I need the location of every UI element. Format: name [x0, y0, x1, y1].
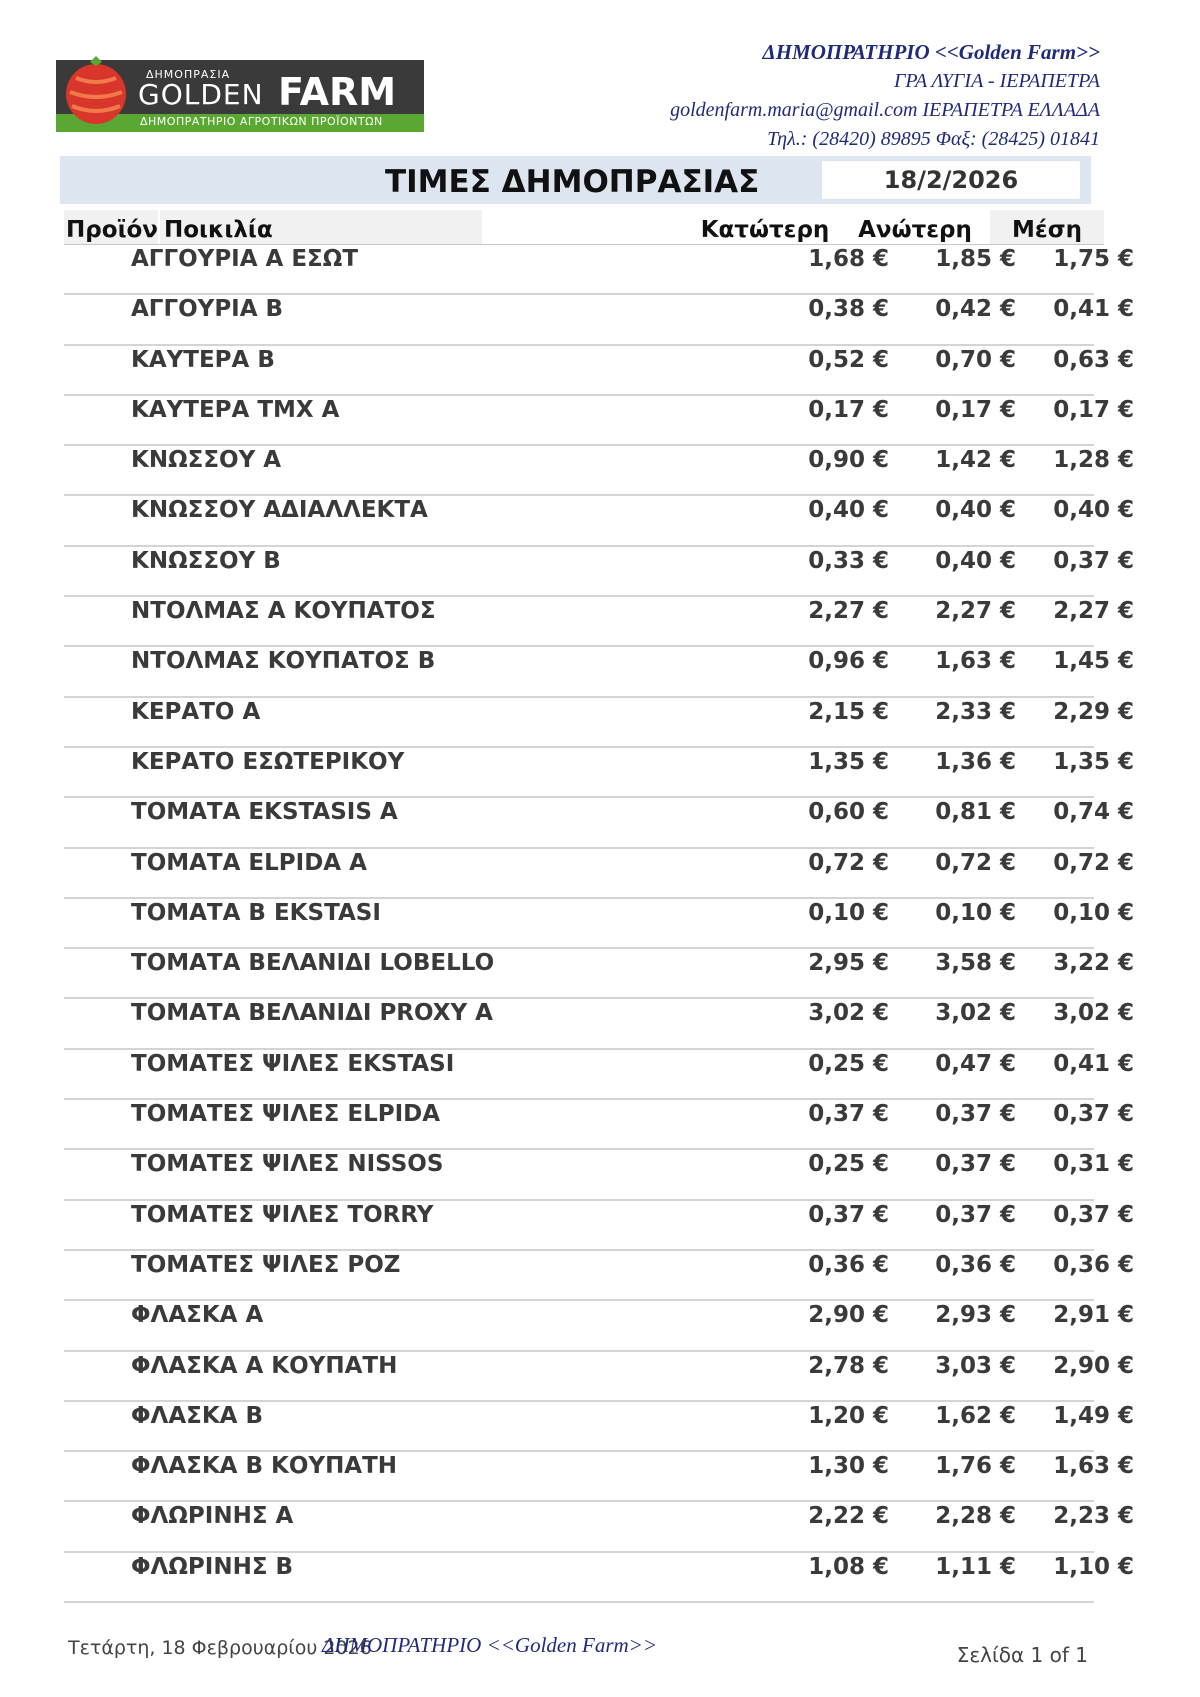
logo-farm-text: FARM — [278, 70, 397, 114]
price-max: 0,37 € — [935, 1151, 1016, 1178]
product-name: ΤΟΜΑΤΑ ELPIDA Α — [131, 849, 367, 876]
product-name: ΦΛΩΡΙΝΗΣ Α — [131, 1503, 294, 1530]
price-avg: 0,41 € — [1053, 296, 1134, 323]
table-row — [64, 396, 1134, 446]
price-max: 1,11 € — [935, 1553, 1016, 1580]
product-name: ΚΝΩΣΣΟΥ Β — [131, 547, 281, 574]
price-min: 0,38 € — [808, 296, 889, 323]
product-name: ΚΝΩΣΣΟΥ ΑΔΙΑΛΛΕΚΤΑ — [131, 497, 428, 524]
logo-small-text: ΔΗΜΟΠΡΑΣΙΑ — [146, 68, 231, 81]
price-min: 0,37 € — [808, 1101, 889, 1128]
price-min: 0,10 € — [808, 899, 889, 926]
price-min: 1,08 € — [808, 1553, 889, 1580]
price-avg: 1,49 € — [1053, 1402, 1134, 1429]
company-name: ΔΗΜΟΠΡΑΤΗΡΙΟ <<Golden Farm>> — [762, 40, 1100, 64]
table-row — [64, 1050, 1134, 1100]
table-row — [64, 1553, 1134, 1603]
price-min: 3,02 € — [808, 1000, 889, 1027]
price-max: 1,85 € — [935, 246, 1016, 272]
price-max: 0,36 € — [935, 1251, 1016, 1278]
table-row — [64, 899, 1134, 949]
table-row — [64, 1502, 1134, 1552]
product-name: ΤΟΜΑΤΕΣ ΨΙΛΕΣ ΡΟΖ — [131, 1251, 401, 1278]
table-row — [64, 547, 1134, 597]
price-min: 2,95 € — [808, 950, 889, 977]
price-max: 0,72 € — [935, 849, 1016, 876]
report-date: 18/2/2026 — [883, 166, 1019, 194]
footer-company-name: ΔΗΜΟΠΡΑΤΗΡΙΟ <<Golden Farm>> — [322, 1633, 658, 1657]
product-name: ΤΟΜΑΤΕΣ ΨΙΛΕΣ NISSOS — [131, 1151, 444, 1178]
product-name: ΤΟΜΑΤΑ ΒΕΛΑΝΙΔΙ LOBELLO — [131, 950, 495, 977]
price-min: 0,25 € — [808, 1050, 889, 1077]
table-row — [64, 346, 1134, 396]
price-min: 0,25 € — [808, 1151, 889, 1178]
price-min: 0,40 € — [808, 497, 889, 524]
price-min: 0,36 € — [808, 1251, 889, 1278]
table-row — [64, 1201, 1134, 1251]
product-name: ΚΝΩΣΣΟΥ Α — [131, 447, 282, 474]
table-row — [64, 1452, 1134, 1502]
logo-subtitle: ΔΗΜΟΠΡΑΤΗΡΙΟ ΑΓΡΟΤΙΚΩΝ ΠΡΟΪΟΝΤΩΝ — [140, 115, 383, 128]
price-max: 3,03 € — [935, 1352, 1016, 1379]
price-avg: 1,28 € — [1053, 447, 1134, 474]
price-avg: 0,10 € — [1053, 899, 1134, 926]
price-max: 0,17 € — [935, 396, 1016, 423]
product-name: ΚΕΡΑΤΟ Α — [131, 698, 261, 725]
price-min: 2,27 € — [808, 598, 889, 625]
price-min: 0,60 € — [808, 799, 889, 826]
table-row — [64, 245, 1134, 295]
table-row — [64, 597, 1134, 647]
price-max: 1,63 € — [935, 648, 1016, 675]
price-min: 2,90 € — [808, 1302, 889, 1329]
price-max: 1,62 € — [935, 1402, 1016, 1429]
price-avg: 2,90 € — [1053, 1352, 1134, 1379]
product-name: ΑΓΓΟΥΡΙΑ Α ΕΣΩΤ — [131, 246, 359, 272]
price-max: 2,27 € — [935, 598, 1016, 625]
product-name: ΦΛΑΣΚΑ Β ΚΟΥΠΑΤΗ — [131, 1453, 398, 1480]
table-row — [64, 1402, 1134, 1452]
table-row — [64, 999, 1134, 1049]
table-row — [64, 849, 1134, 899]
price-min: 0,52 € — [808, 346, 889, 373]
price-max: 0,37 € — [935, 1101, 1016, 1128]
price-max: 2,28 € — [935, 1503, 1016, 1530]
footer-date: Τετάρτη, 18 Φεβρουαρίου 2026 — [68, 1637, 372, 1659]
column-header-min: Κατώτερη — [700, 210, 830, 244]
price-max: 2,33 € — [935, 698, 1016, 725]
table-row — [64, 1150, 1134, 1200]
product-name: ΤΟΜΑΤΕΣ ΨΙΛΕΣ TORRY — [131, 1201, 434, 1228]
table-row — [64, 798, 1134, 848]
price-min: 0,37 € — [808, 1201, 889, 1228]
price-avg: 0,41 € — [1053, 1050, 1134, 1077]
price-avg: 0,37 € — [1053, 1101, 1134, 1128]
price-max: 1,36 € — [935, 748, 1016, 775]
price-avg: 3,22 € — [1053, 950, 1134, 977]
price-min: 1,68 € — [808, 246, 889, 272]
price-avg: 1,75 € — [1053, 246, 1134, 272]
product-name: ΦΛΩΡΙΝΗΣ Β — [131, 1553, 294, 1580]
price-min: 1,35 € — [808, 748, 889, 775]
product-name: ΦΛΑΣΚΑ Β — [131, 1402, 264, 1429]
price-max: 0,47 € — [935, 1050, 1016, 1077]
price-min: 2,78 € — [808, 1352, 889, 1379]
price-avg: 0,17 € — [1053, 396, 1134, 423]
price-avg: 0,37 € — [1053, 547, 1134, 574]
price-min: 2,22 € — [808, 1503, 889, 1530]
price-avg: 0,36 € — [1053, 1251, 1134, 1278]
product-name: ΤΟΜΑΤΕΣ ΨΙΛΕΣ ELPIDA — [131, 1101, 441, 1128]
price-max: 0,81 € — [935, 799, 1016, 826]
company-logo — [56, 56, 424, 132]
price-max: 0,40 € — [935, 497, 1016, 524]
price-avg: 0,37 € — [1053, 1201, 1134, 1228]
price-max: 0,40 € — [935, 547, 1016, 574]
company-address: ΓΡΑ ΛΥΓΙΑ - ΙΕΡΑΠΕΤΡΑ — [893, 70, 1100, 92]
price-avg: 1,35 € — [1053, 748, 1134, 775]
product-name: ΤΟΜΑΤΑ EKSTASIS Α — [131, 799, 398, 826]
price-min: 1,30 € — [808, 1453, 889, 1480]
price-min: 1,20 € — [808, 1402, 889, 1429]
price-min: 0,17 € — [808, 396, 889, 423]
table-row — [64, 295, 1134, 345]
price-avg: 2,29 € — [1053, 698, 1134, 725]
product-name: ΝΤΟΛΜΑΣ Α ΚΟΥΠΑΤΟΣ — [131, 598, 436, 625]
table-row — [64, 748, 1134, 798]
price-min: 2,15 € — [808, 698, 889, 725]
column-header-variety: Ποικιλία — [160, 210, 482, 244]
report-title: ΤΙΜΕΣ ΔΗΜΟΠΡΑΣΙΑΣ — [385, 164, 760, 200]
price-avg: 2,23 € — [1053, 1503, 1134, 1530]
logo-golden-text: GOLDEN — [138, 78, 264, 111]
price-max: 0,70 € — [935, 346, 1016, 373]
price-min: 0,96 € — [808, 648, 889, 675]
footer-page-number: Σελίδα 1 of 1 — [956, 1643, 1088, 1667]
price-max: 1,76 € — [935, 1453, 1016, 1480]
price-min: 0,72 € — [808, 849, 889, 876]
table-row — [64, 1251, 1134, 1301]
table-row — [64, 949, 1134, 999]
product-name: ΦΛΑΣΚΑ Α — [131, 1302, 264, 1329]
column-header-avg: Μέση — [990, 210, 1104, 244]
price-max: 0,37 € — [935, 1201, 1016, 1228]
table-row — [64, 1352, 1134, 1402]
column-header-max: Ανώτερη — [850, 210, 980, 244]
price-avg: 1,10 € — [1053, 1553, 1134, 1580]
product-name: ΤΟΜΑΤΑ Β EKSTASI — [131, 899, 381, 926]
price-avg: 1,63 € — [1053, 1453, 1134, 1480]
price-table — [64, 245, 1134, 1603]
price-avg: 3,02 € — [1053, 1000, 1134, 1027]
price-avg: 2,27 € — [1053, 598, 1134, 625]
table-row — [64, 698, 1134, 748]
price-max: 3,02 € — [935, 1000, 1016, 1027]
table-row — [64, 496, 1134, 546]
product-name: ΦΛΑΣΚΑ Α ΚΟΥΠΑΤΗ — [131, 1352, 398, 1379]
table-row — [64, 446, 1134, 496]
price-avg: 1,45 € — [1053, 648, 1134, 675]
table-row — [64, 1301, 1134, 1351]
price-max: 2,93 € — [935, 1302, 1016, 1329]
product-name: ΤΟΜΑΤΕΣ ΨΙΛΕΣ EKSTASI — [131, 1050, 455, 1077]
price-avg: 0,63 € — [1053, 346, 1134, 373]
price-min: 0,90 € — [808, 447, 889, 474]
product-name: ΑΓΓΟΥΡΙΑ Β — [131, 296, 284, 323]
product-name: ΤΟΜΑΤΑ ΒΕΛΑΝΙΔΙ PROXY Α — [131, 1000, 493, 1027]
price-avg: 0,40 € — [1053, 497, 1134, 524]
table-row — [64, 647, 1134, 697]
product-name: ΚΕΡΑΤΟ ΕΣΩΤΕΡΙΚΟΥ — [131, 748, 405, 775]
company-email: goldenfarm.maria@gmail.com ΙΕΡΑΠΕΤΡΑ ΕΛΛΑΔΑ — [670, 99, 1100, 121]
column-header-product: Προϊόν — [64, 210, 158, 244]
price-max: 1,42 € — [935, 447, 1016, 474]
price-avg: 0,74 € — [1053, 799, 1134, 826]
price-avg: 0,72 € — [1053, 849, 1134, 876]
price-max: 3,58 € — [935, 950, 1016, 977]
company-phone: Τηλ.: (28420) 89895 Φαξ: (28425) 01841 — [767, 128, 1100, 150]
price-max: 0,42 € — [935, 296, 1016, 323]
product-name: ΚΑΥΤΕΡΑ Β — [131, 346, 275, 373]
price-max: 0,10 € — [935, 899, 1016, 926]
table-row — [64, 1100, 1134, 1150]
price-avg: 2,91 € — [1053, 1302, 1134, 1329]
contact-block — [670, 38, 1100, 154]
price-min: 0,33 € — [808, 547, 889, 574]
price-avg: 0,31 € — [1053, 1151, 1134, 1178]
product-name: ΝΤΟΛΜΑΣ ΚΟΥΠΑΤΟΣ Β — [131, 648, 436, 675]
product-name: ΚΑΥΤΕΡΑ ΤΜΧ Α — [131, 396, 340, 423]
